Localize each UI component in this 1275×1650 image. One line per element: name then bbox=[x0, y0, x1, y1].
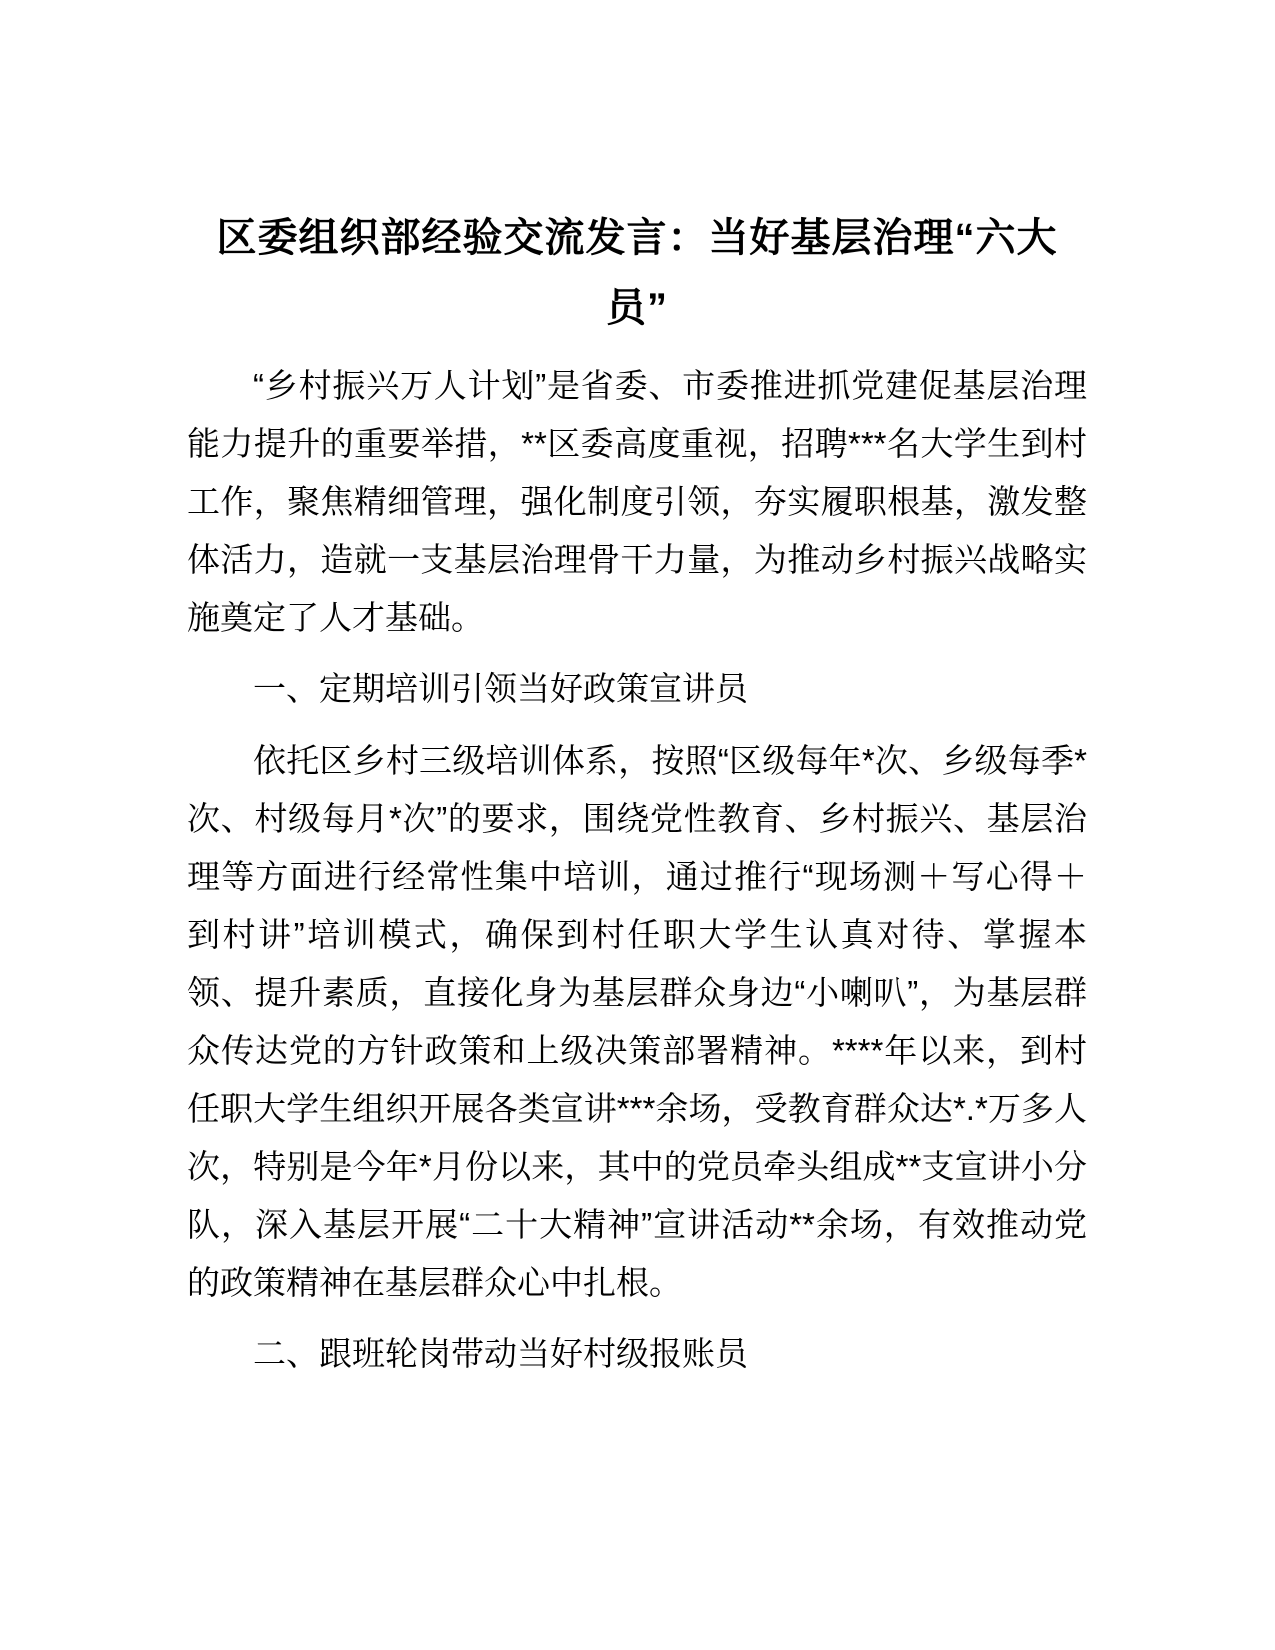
document-title: 区委组织部经验交流发言：当好基层治理“六大员” bbox=[216, 216, 1058, 330]
section-heading-1: 一、定期培训引领当好政策宣讲员 bbox=[253, 670, 748, 707]
paragraph-intro: “乡村振兴万人计划”是省委、市委推进抓党建促基层治理能力提升的重要举措，**区委高度重视，招聘***名大学生到村工作，聚焦精细管理，强化制度引领，夯实履职根基，激发整体活力，造就一支基层治理骨干力量，为推动乡村振兴战略实施奠定了人才基础。 bbox=[187, 367, 1087, 636]
paragraph-section-1: 依托区乡村三级培训体系，按照“区级每年*次、乡级每季*次、村级每月*次”的要求，围绕党性教育、乡村振兴、基层治理等方面进行经常性集中培训，通过推行“现场测＋写心得＋到村讲”培训模式，确保到村任职大学生认真对待、掌握本领、提升素质，直接化身为基层群众身边“小喇叭”，为基层群众传达党的方针政策和上级决策部署精神。****年以来，到村任职大学生组织开展各类宣讲***余场，受教育群众达*.*万多人次，特别是今年*月份以来，其中的党员牵头组成**支宣讲小分队，深入基层开展“二十大精神”宣讲活动**余场，有效推动党的政策精神在基层群众心中扎根。 bbox=[187, 742, 1087, 1301]
section-heading-2: 二、跟班轮岗带动当好村级报账员 bbox=[253, 1335, 748, 1372]
